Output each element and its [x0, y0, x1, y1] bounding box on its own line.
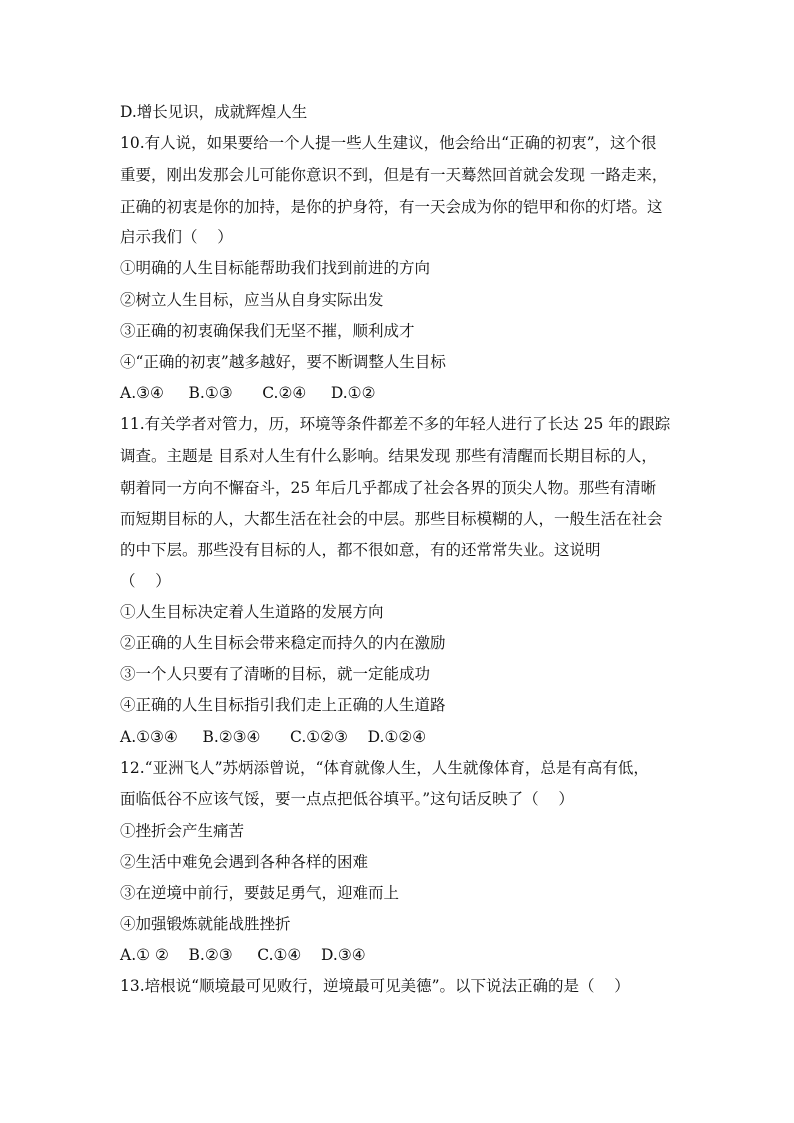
question-13-stem: 13.培根说“顺境最可见败行，逆境最可见美德”。以下说法正确的是（ ） — [120, 977, 630, 995]
text-line: 重要，刚出发那会儿可能你意识不到，但是有一天蓦然回首就会发现 一路走来， — [120, 166, 668, 184]
text-line: 而短期目标的人，大都生活在社会的中层。那些目标模糊的人，一般生活在社会 — [120, 510, 663, 528]
answer-choices: A.③④ B.①③ C.②④ D.①② — [120, 384, 376, 402]
option-line: ②树立人生目标，应当从自身实际出发 — [120, 291, 384, 309]
text-line: 面临低谷不应该气馁，要一点点把低谷填平。”这句话反映了（ ） — [120, 790, 574, 808]
question-11-stem: 11.有关学者对管力，历，环境等条件都差不多的年轻人进行了长达 25 年的跟踪 — [120, 415, 671, 433]
text-line: 的中下层。那些没有目标的人，都不很如意，有的还常常失业。这说明 — [120, 541, 601, 559]
option-line: ④加强锻炼就能战胜挫折 — [120, 915, 291, 933]
option-line: ①人生目标决定着人生道路的发展方向 — [120, 603, 384, 621]
text-line: 朝着同一方向不懈奋斗，25 年后几乎都成了社会各界的顶尖人物。那些有清晰 — [120, 479, 657, 497]
option-line: ④“正确的初衷”越多越好，要不断调整人生目标 — [120, 353, 446, 371]
answer-choices: A.① ② B.②③ C.①④ D.③④ — [120, 946, 366, 964]
option-line: ④正确的人生目标指引我们走上正确的人生道路 — [120, 696, 446, 714]
option-line: ③在逆境中前行，要鼓足勇气，迎难而上 — [120, 884, 400, 902]
option-line: ③正确的初衷确保我们无坚不摧，顺利成才 — [120, 322, 415, 340]
option-line: ②生活中难免会遇到各种各样的困难 — [120, 853, 369, 871]
option-line: ②正确的人生目标会带来稳定而持久的内在激励 — [120, 634, 446, 652]
answer-choices: A.①③④ B.②③④ C.①②③ D.①②④ — [120, 728, 427, 746]
question-10-stem: 10.有人说，如果要给一个人提一些人生建议，他会给出“正确的初衷”，这个很 — [120, 134, 657, 152]
text-line: 正确的初衷是你的加持，是你的护身符，有一天会成为你的铠甲和你的灯塔。这 — [120, 198, 663, 216]
text-line: 调查。主题是 目系对人生有什么影响。结果发现 那些有清醒而长期目标的人， — [120, 447, 657, 465]
question-12-stem: 12.“亚洲飞人”苏炳添曾说，“体育就像人生，人生就像体育，总是有高有低， — [120, 759, 649, 777]
option-line: ①明确的人生目标能帮助我们找到前进的方向 — [120, 259, 431, 277]
text-line: （ ） — [120, 572, 171, 590]
text-line: D.增长见识，成就辉煌人生 — [120, 103, 308, 121]
option-line: ③一个人只要有了清晰的目标，就一定能成功 — [120, 665, 431, 683]
option-line: ①挫折会产生痛苦 — [120, 822, 245, 840]
text-line: 启示我们（ ） — [120, 228, 233, 246]
